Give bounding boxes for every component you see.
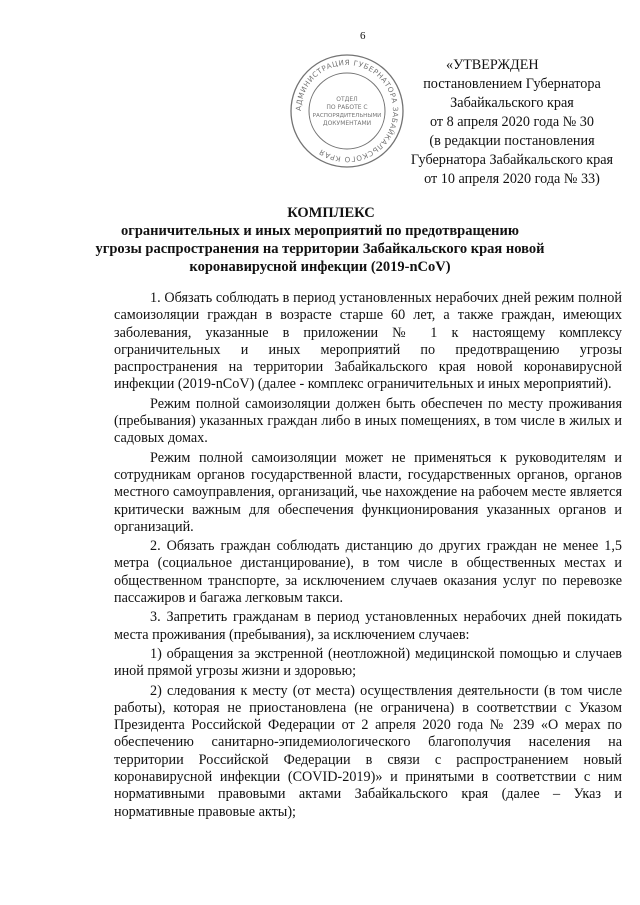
document-title [0, 204, 640, 276]
stamp-inner-line: ДОКУМЕНТАМИ [322, 120, 372, 127]
approval-block [396, 56, 628, 189]
stamp-ring-text: АДМИНИСТРАЦИЯ ГУБЕРНАТОРА ЗАБАЙКАЛЬСКОГО КРАЯ [293, 57, 401, 165]
paragraph: 1. Обязать соблюдать в период установленных нерабочих дней режим полной самоизоляции граждан в возрасте старше 60 лет, а также граждан, имеющих заболевания, указанные в приложении № 1 к настоящему комплексу ограничительных и иных мероприятий по предотвращению угрозы распространения на территории Забайкальского края новой коронавирусной инфекции (2019-nCoV) (далее - комплекс ограничительных и иных мероприятий). [114, 290, 622, 393]
approval-line: от 10 апреля 2020 года № 33) [424, 171, 600, 187]
paragraph: 2. Обязать граждан соблюдать дистанцию до других граждан не менее 1,5 метра (социальное дистанцирование), в том числе в общественных местах и общественном транспорте, за исключением случаев оказания услуг по перевозке пассажиров и багажа легковым такси. [114, 538, 622, 607]
paragraph: 1) обращения за экстренной (неотложной) медицинской помощью и случаев иной прямой угрозы жизни и здоровью; [114, 645, 622, 680]
stamp-inner-line: РАСПОРЯДИТЕЛЬНЫМИ [312, 113, 382, 119]
title-line: ограничительных и иных мероприятий по предотвращению [121, 223, 519, 239]
paragraph: 3. Запретить гражданам в период установленных нерабочих дней покидать места проживания (пребывания), за исключением случаев: [114, 609, 622, 643]
page-number: 6 [360, 30, 366, 42]
approval-line: Забайкальского края [450, 95, 574, 111]
title-main: КОМПЛЕКС [287, 205, 375, 221]
stamp-inner-line: ПО РАБОТЕ С [326, 104, 368, 111]
paragraph: Режим полной самоизоляции должен быть обеспечен по месту проживания (пребывания) указанных граждан либо в иных помещениях, в том числе в жилых и садовых домах. [114, 395, 622, 447]
official-stamp [286, 50, 408, 172]
approval-line: постановлением Губернатора [423, 76, 601, 92]
approval-heading: «УТВЕРЖДЕН [446, 57, 539, 73]
approval-line: от 8 апреля 2020 года № 30 [430, 114, 594, 130]
stamp-inner-line: ОТДЕЛ [336, 96, 358, 103]
paragraph: Режим полной самоизоляции может не применяться к руководителям и сотрудникам органов государственной власти, государственных органов, органов местного самоуправления, организаций, чье нахождение на рабочем месте является критически важным для обеспечения функционирования указанных органов и организаций. [114, 449, 622, 535]
document-body [114, 290, 622, 823]
approval-line: (в редакции постановления [429, 133, 595, 149]
title-line: коронавирусной инфекции (2019-nCoV) [189, 259, 451, 275]
title-line: угрозы распространения на территории Забайкальского края новой [95, 241, 545, 257]
approval-line: Губернатора Забайкальского края [410, 152, 614, 168]
paragraph: 2) следования к месту (от места) осуществления деятельности (в том числе работы), которая не приостановлена (не ограничена) в соответствии с Указом Президента Российской Федерации от 2 апреля 2020 года № 239 «О мерах по обеспечению санитарно-эпидемиологического благополучия населения на территории Российской Федерации в связи с распространением новый коронавирусной инфекции (COVID-2019)» и принятыми в соответствии с ним нормативными правовыми актами Забайкальского края (далее – Указ и нормативные правовые акты); [114, 682, 622, 820]
